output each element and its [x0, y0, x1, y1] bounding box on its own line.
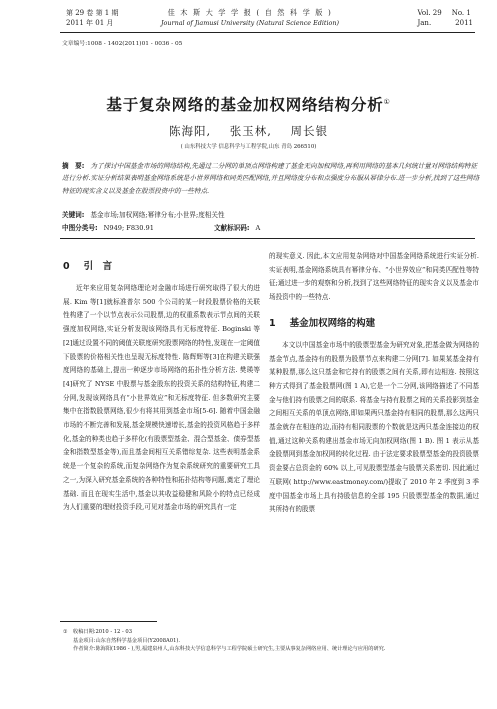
clc-label: 中图分类号: [62, 224, 98, 232]
author-list [0, 123, 497, 139]
issue-date: 2011 年 01 月 [66, 19, 114, 27]
abstract-rule [60, 238, 475, 239]
journal-name-cn: 佳 木 斯 大 学 学 报 ( 自 然 科 学 版 ) [167, 8, 333, 17]
footnote-rule [60, 621, 157, 622]
section-heading-intro [63, 258, 260, 272]
keywords-label: 关键词: [62, 211, 85, 219]
section-1-paragraph: 本文以中国基金市场中的股票型基金为研究对象,把基金做为网络的基金节点,基金持有的股票为股票节点来构建二分网[7]. 如果某基金持有某种股票,那么这只基金和它持有的股票之间有关系,即有边相连. 按照这种方式得到了基金股票网(图 1 A),它是一个二分网,该网络描述了不同基金与他们持有股票之间的联系. 将基金与持有股票之间的关系投影到基金之间相互关系的单顶点网络,即如果两只基金持有相同的股票,那么这两只基金就存在相连的边,而持有相同股票的个数就是这两只基金连接边的权值,通过这种关系构建出基金市场无向加权网络(图 1 B). 图 1 表示从基金股票网到基金加权网的转化过程. 由于法定要求股票型基金的投资股票资金要占总资金的 60% 以上,可见股票型基金与股票关系密切. 因此通过互联网( http://www.eastmoney.com/)提取了 2010 年 2 季度到 3 季度中国基金市场上具有持股信息的全部 195 只股票型基金的数据,通过其所持有的股票 [269, 340, 479, 514]
footnote-author: 作者简介:陈海阳(1986 - ),男,福建泉州人,山东科技大学信息科学与工程学院硕士研究生,主要从事复杂网络应用、统计理论与应用的研究. [73, 646, 386, 653]
author-2: 张玉林, [229, 124, 272, 138]
footnote-received: 收稿日期:2010 - 12 - 03 [73, 629, 133, 635]
footnote [63, 628, 483, 654]
abstract [62, 160, 480, 197]
journal-issue-info [66, 8, 119, 28]
left-column [63, 248, 260, 515]
doc-code-value: A [255, 224, 261, 232]
section-heading-1 [269, 315, 479, 329]
article-number: 文章编号:1008 - 1402(2011)01 - 0036 - 05 [62, 41, 183, 47]
author-3: 周长银 [290, 124, 329, 138]
journal-volume-info [417, 8, 473, 28]
intro-paragraph-cont: 的现实意义. 因此,本文应用复杂网络对中国基金网络系统进行实证分析. 实证表明,基金网络系统具有幂律分布、“小世界效应”和同类匹配性等特征;通过进一步的观察和分析,找到了这些网络特征的现实含义以及基金市场投资中的一些特点. [269, 252, 479, 302]
vol-label: Vol. 29 [417, 9, 442, 17]
intro-paragraph: 近年来应用复杂网络理论对金融市场进行研究取得了很大的进展. Kim 等[1]就标准普尔 500 个公司的某一时段股票价格的关联性构建了一个以节点表示公司股票,边的权重系数表示节点间的关联强度加权网络,实证分析发现该网络具有无标度特征. Boginski 等[2]通过设置不同的阈值关联度研究股票网络的特性,发现在一定阈值下股票的价格相关性也呈现无标度特性. 陈辉辉等[3]在构建关联强度网络的基础上,提出一种逐步市场网络的拓扑性分析方法. 樊瑛等[4]研究了 NYSE 中股票与基金股东的投资关系的结构特征,构建二分网,发现该网络具有“小世界效应”和无标度特征. 但多数研究主要集中在指数股票网络,很少有将其用到基金市场[5-6]. 随着中国金融市场的不断完善和发展,基金规模快速增长,基金的投资风格趋于多样化,基金的种类也趋于多样化(有股票型基金、混合型基金、债券型基金和指数型基金等),而且基金间相互关系错综复杂. 这些表明基金系统是一个复杂的系统,而复杂网络作为复杂系统研究的重要研究工具之一,为深入研究基金系统的各种特性和拓扑结构等问题,奠定了理论基础. 而且在现实生活中,基金以其收益稳健和风险小的特点已经成为人们重要的理财投资手段,可见对基金市场的研究具有一定 [63, 284, 260, 512]
affiliation: ( 山东科技大学 信息科学与工程学院,山东 青岛 266510) [180, 144, 317, 150]
year-label: 2011 [455, 19, 473, 27]
section-title-1: 基金加权网络的构建 [289, 317, 376, 329]
footnote-fund: 基金项目:山东自然科学基金项目(Y2008A01). [73, 637, 181, 644]
journal-name-en: Journal of Jiamusi University (Natural Science Edition) [161, 19, 339, 27]
right-column [269, 250, 479, 517]
clc-value: N949; F830.91 [103, 224, 154, 232]
keywords [62, 209, 480, 221]
month-label: Jan. [417, 19, 432, 27]
journal-name [150, 8, 350, 28]
abstract-label: 摘 要: [62, 162, 85, 170]
classification [62, 222, 480, 234]
no-label: No. 1 [451, 9, 471, 17]
doc-code-label: 文献标识码: [213, 224, 250, 232]
header-rule [60, 32, 475, 33]
title-footnote-mark: ① [383, 97, 391, 106]
issue-volume: 第 29 卷 第 1 期 [66, 9, 119, 17]
abstract-text: 为了探讨中国基金市场的网络结构,先通过二分网的单顶点网络构建了基金无向加权网络,再利用网络的基本几何统计量对网络结构特征进行分析.实证分析结果表明基金网络系统是小世界网络和同类匹配网络,并且网络度分布和点强度分布服从幂律分布.进一步分析,找到了这些网络特征的现实含义以及基金在股票投资中的一些特点. [62, 162, 480, 195]
footnote-mark: ① [63, 629, 68, 635]
author-1: 陈海阳, [168, 124, 212, 138]
section-number-1: 1 [269, 317, 276, 329]
keywords-text: 基金市场;加权网络;幂律分布;小世界;度相关性 [90, 211, 225, 219]
paper-title [0, 93, 497, 115]
section-title-0: 引 言 [83, 261, 113, 272]
section-number-0: 0 [63, 261, 70, 272]
paper-title-text: 基于复杂网络的基金加权网络结构分析 [106, 96, 384, 114]
